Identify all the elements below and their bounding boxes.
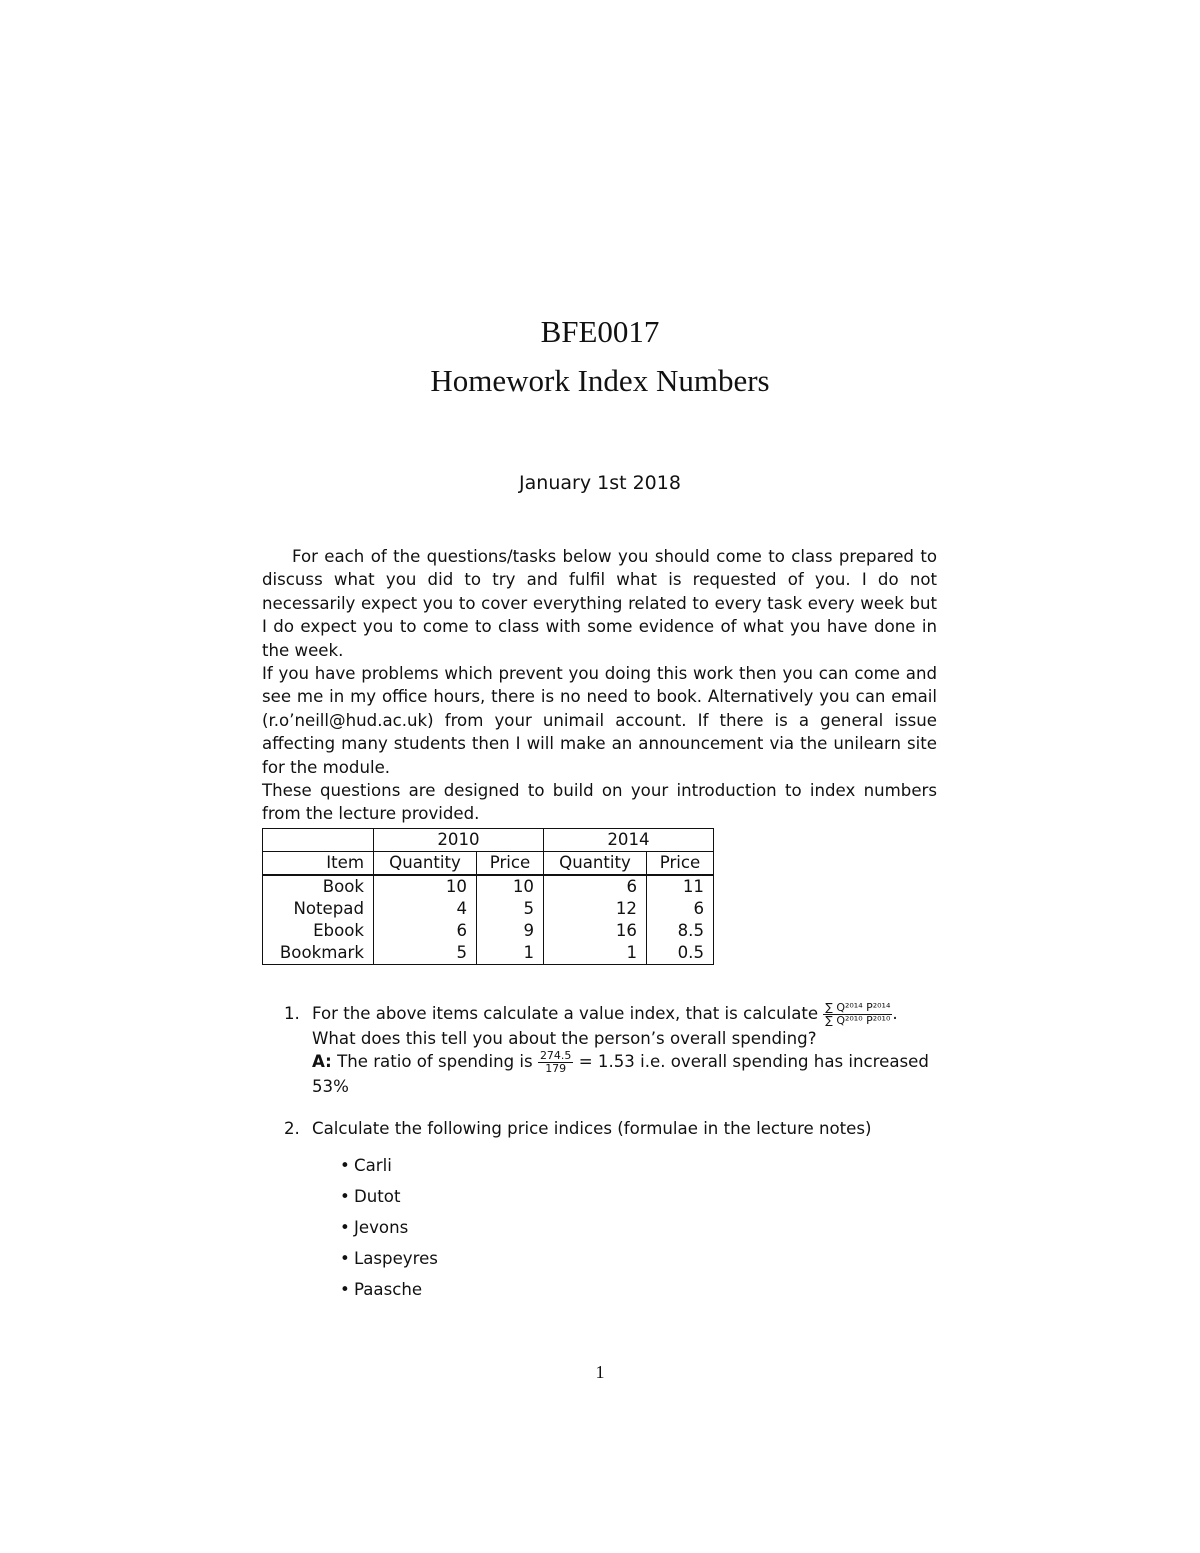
ratio-denominator: 179: [545, 1062, 567, 1076]
formula-denominator: ∑ Q²⁰¹⁰ P²⁰¹⁰: [825, 1014, 891, 1027]
question-1-line: For the above items calculate a value index, that is calculate $\frac{\text{∑ Q²⁰¹⁴ P²⁰¹⁴}}{\text{∑ Q²⁰¹⁰ P²⁰¹⁰}}$ .: [312, 1001, 898, 1027]
course-code: BFE0017: [540, 314, 660, 349]
year-2010-header: 2010: [374, 829, 544, 852]
list-item: • Dutot: [354, 1181, 937, 1212]
ratio-numerator: 274.5: [539, 1049, 572, 1063]
formula-numerator: ∑ Q²⁰¹⁴ P²⁰¹⁴: [825, 1001, 891, 1014]
list-item: • Jevons: [354, 1212, 937, 1243]
table-header-row: [263, 852, 714, 876]
intro-paragraph-3: These questions are designed to build on your introduction to index numbers from the lecture provided.: [262, 781, 937, 824]
document-title: Homework Index Numbers: [430, 363, 770, 398]
table-row: Ebook 6 9 16 8.5: [263, 920, 714, 942]
answer-result: = 1.53 i.e. overall spending has increased 53%: [312, 1052, 929, 1097]
question-1: [284, 1002, 937, 1099]
answer-intro: The ratio of spending is: [337, 1052, 533, 1072]
question-1-text: For the above items calculate a value index, that is calculate: [312, 1004, 819, 1023]
document-date: January 1st 2018: [519, 472, 681, 494]
list-item: • Paasche: [354, 1274, 937, 1305]
year-2014-header: 2014: [544, 829, 714, 852]
answer-label: A:: [312, 1052, 332, 1072]
question-number: 2.: [284, 1118, 300, 1138]
price-index-list: [312, 1150, 937, 1305]
intro-text: [262, 545, 937, 826]
list-item: • Carli: [354, 1150, 937, 1181]
table-row: Bookmark 5 1 1 0.5: [263, 942, 714, 965]
table-row: Book 10 10 6 11: [263, 875, 714, 898]
col-header-item: Item: [263, 852, 374, 876]
table-year-row: [263, 829, 714, 852]
intro-paragraph-1: For each of the questions/tasks below you should come to class prepared to discuss what you did to try and fulfil what is requested of you. I do not necessarily expect you to cover everything related to every task every week but I do expect you to come to class with some evidence of what you have done in the week.: [262, 547, 937, 660]
quantity-price-table: [262, 828, 714, 965]
col-header-quantity-2010: Quantity: [374, 852, 477, 876]
question-list: [284, 990, 937, 1305]
col-header-price-2014: Price: [647, 852, 714, 876]
spending-ratio-fraction: [538, 1050, 574, 1075]
question-1-subtext: What does this tell you about the person’s overall spending?: [312, 1029, 817, 1048]
question-2-text: Calculate the following price indices (formulae in the lecture notes): [312, 1118, 872, 1138]
page-number: 1: [595, 1362, 605, 1382]
question-1-answer: [312, 1050, 937, 1098]
col-header-quantity-2014: Quantity: [544, 852, 647, 876]
intro-paragraph-2: If you have problems which prevent you doing this work then you can come and see me in my office hours, there is no need to book. Alternatively you can email (r.o’neill@hud.ac.uk) from your unimail account. If there is a general issue affecting many students then I will make an announcement via the unilearn site for the module.: [262, 664, 937, 777]
list-item: • Laspeyres: [354, 1243, 937, 1274]
col-header-price-2010: Price: [477, 852, 544, 876]
table-row: Notepad 4 5 12 6: [263, 898, 714, 920]
value-index-formula: [823, 1002, 892, 1027]
question-2: [284, 1117, 937, 1305]
question-number: 1.: [284, 1004, 300, 1023]
